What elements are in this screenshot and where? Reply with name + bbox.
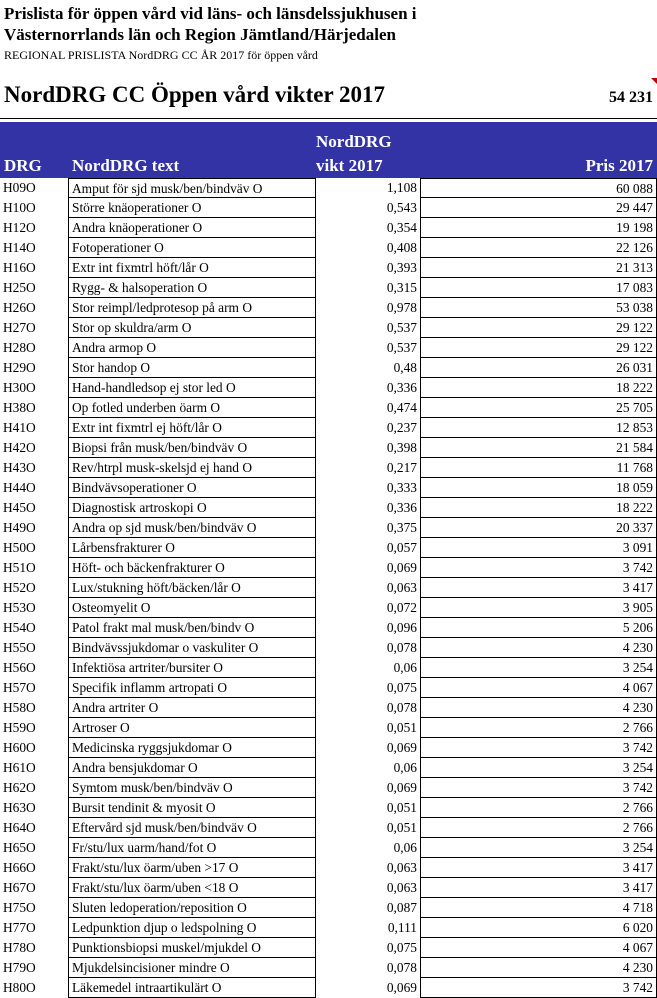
cell-drg[interactable]: H43O (3, 460, 36, 475)
table-row (0, 818, 657, 838)
cell-pris[interactable]: 29 447 (420, 198, 657, 218)
cell-vikt[interactable]: 0,315 (386, 280, 417, 295)
table-row (0, 318, 657, 338)
table-row (0, 458, 657, 478)
cell-drg[interactable]: H56O (3, 660, 36, 675)
cell-vikt[interactable]: 0,06 (393, 660, 417, 675)
cell-pris[interactable]: 12 853 (420, 418, 657, 438)
cell-pris[interactable]: 22 126 (420, 238, 657, 258)
cell-pris[interactable]: 17 083 (420, 278, 657, 298)
table-row (0, 538, 657, 558)
cell-text[interactable]: Biopsi från musk/ben/bindväv O (68, 438, 316, 458)
cell-pris[interactable]: 6 020 (420, 918, 657, 938)
table-row (0, 258, 657, 278)
table-row (0, 778, 657, 798)
cell-drg[interactable]: H50O (3, 540, 36, 555)
table-row (0, 498, 657, 518)
cell-vikt[interactable]: 0,408 (386, 240, 417, 255)
cell-drg[interactable]: H45O (3, 500, 36, 515)
cell-vikt[interactable]: 0,111 (387, 920, 417, 935)
table-row (0, 798, 657, 818)
cell-text[interactable]: Rev/htrpl musk-skelsjd ej hand O (68, 458, 316, 478)
header-subtitle: REGIONAL PRISLISTA NordDRG CC ÅR 2017 för öppen vård (4, 48, 318, 62)
cell-vikt[interactable]: 0,051 (386, 820, 417, 835)
table-row (0, 678, 657, 698)
cell-pris[interactable]: 2 766 (420, 798, 657, 818)
cell-drg[interactable]: H55O (3, 640, 36, 655)
cell-pris[interactable]: 11 768 (420, 458, 657, 478)
cell-drg[interactable]: H67O (3, 880, 36, 895)
cell-text[interactable]: Bursit tendinit & myosit O (68, 798, 316, 818)
cell-drg[interactable]: H09O (3, 180, 36, 195)
cell-drg[interactable]: H28O (3, 340, 36, 355)
cell-text[interactable]: Lårbensfrakturer O (68, 538, 316, 558)
cell-drg[interactable]: H16O (3, 260, 36, 275)
table-row (0, 218, 657, 238)
cell-pris[interactable]: 4 718 (420, 898, 657, 918)
header-divider (0, 118, 657, 119)
table-row (0, 358, 657, 378)
cell-drg[interactable]: H57O (3, 680, 36, 695)
cell-pris[interactable]: 3 742 (420, 978, 657, 998)
cell-drg[interactable]: H80O (3, 980, 36, 995)
table-row (0, 878, 657, 898)
cell-drg[interactable]: H14O (3, 240, 36, 255)
cell-text[interactable]: Stor op skuldra/arm O (68, 318, 316, 338)
table-row (0, 558, 657, 578)
cell-vikt[interactable]: 0,543 (386, 200, 417, 215)
table-row (0, 238, 657, 258)
cell-vikt[interactable]: 0,051 (386, 800, 417, 815)
cell-vikt[interactable]: 0,06 (393, 840, 417, 855)
table-row (0, 178, 657, 198)
cell-drg[interactable]: H52O (3, 580, 36, 595)
table-row (0, 858, 657, 878)
cell-text[interactable]: Diagnostisk artroskopi O (68, 498, 316, 518)
cell-vikt[interactable]: 1,108 (386, 180, 417, 195)
cell-drg[interactable]: H77O (3, 920, 36, 935)
cell-vikt[interactable]: 0,354 (386, 220, 417, 235)
cell-pris[interactable]: 21 313 (420, 258, 657, 278)
column-header-vikt-line-1: NordDRG (316, 132, 392, 151)
table-row (0, 478, 657, 498)
cell-vikt[interactable]: 0,537 (386, 340, 417, 355)
table-row (0, 738, 657, 758)
cell-pris[interactable]: 4 230 (420, 638, 657, 658)
cell-vikt[interactable]: 0,057 (386, 540, 417, 555)
cell-drg[interactable]: H25O (3, 280, 36, 295)
cell-pris[interactable]: 3 417 (420, 878, 657, 898)
column-header-drg: DRG (4, 156, 42, 175)
cell-vikt[interactable]: 0,333 (386, 480, 417, 495)
table-row (0, 298, 657, 318)
table-row (0, 618, 657, 638)
cell-text[interactable]: Eftervård sjd musk/ben/bindväv O (68, 818, 316, 838)
cell-vikt[interactable]: 0,978 (386, 300, 417, 315)
cell-pris[interactable]: 3 254 (420, 758, 657, 778)
cell-drg[interactable]: H51O (3, 560, 36, 575)
cell-drg[interactable]: H54O (3, 620, 36, 635)
table-row (0, 898, 657, 918)
table-row (0, 918, 657, 938)
cell-drg[interactable]: H30O (3, 380, 36, 395)
cell-pris[interactable]: 3 742 (420, 558, 657, 578)
header-title-line-1: Prislista för öppen vård vid läns- och länsdelssjukhusen i (4, 4, 417, 23)
table-row (0, 278, 657, 298)
table-row (0, 578, 657, 598)
cell-text[interactable]: Osteomyelit O (68, 598, 316, 618)
table-row (0, 978, 657, 998)
table-row (0, 438, 657, 458)
cell-text[interactable]: Höft- och bäckenfrakturer O (68, 558, 316, 578)
cell-pris[interactable]: 53 038 (420, 298, 657, 318)
table-header (0, 122, 657, 178)
cell-text[interactable]: Andra artriter O (68, 698, 316, 718)
cell-vikt[interactable]: 0,075 (386, 940, 417, 955)
cell-text[interactable]: Andra armop O (68, 338, 316, 358)
cell-pris[interactable]: 3 091 (420, 538, 657, 558)
document-header (0, 0, 657, 122)
cell-text[interactable]: Frakt/stu/lux öarm/uben <18 O (68, 878, 316, 898)
cell-drg[interactable]: H41O (3, 420, 36, 435)
page-title: NordDRG CC Öppen vård vikter 2017 (4, 82, 386, 107)
cell-pris[interactable]: 3 417 (420, 858, 657, 878)
table-row (0, 698, 657, 718)
cell-vikt[interactable]: 0,474 (386, 400, 417, 415)
cell-vikt[interactable]: 0,072 (386, 600, 417, 615)
cell-vikt[interactable]: 0,078 (386, 960, 417, 975)
cell-text[interactable]: Hand-handledsop ej stor led O (68, 378, 316, 398)
cell-pris[interactable]: 3 254 (420, 838, 657, 858)
cell-text[interactable]: Andra knäoperationer O (68, 218, 316, 238)
cell-pris[interactable]: 21 584 (420, 438, 657, 458)
cell-text[interactable]: Specifik inflamm artropati O (68, 678, 316, 698)
table-row (0, 418, 657, 438)
cell-drg[interactable]: H10O (3, 200, 36, 215)
cell-text[interactable]: Lux/stukning höft/bäcken/lår O (68, 578, 316, 598)
cell-vikt[interactable]: 0,393 (386, 260, 417, 275)
cell-drg[interactable]: H63O (3, 800, 36, 815)
cell-vikt[interactable]: 0,237 (386, 420, 417, 435)
table-row (0, 378, 657, 398)
cell-text[interactable]: Extr int fixmtrl höft/lår O (68, 258, 316, 278)
cell-vikt[interactable]: 0,051 (386, 720, 417, 735)
table-body (0, 178, 657, 998)
cell-text[interactable]: Andra op sjd musk/ben/bindväv O (68, 518, 316, 538)
cell-pris[interactable]: 18 222 (420, 378, 657, 398)
cell-text[interactable]: Op fotled underben öarm O (68, 398, 316, 418)
cell-drg[interactable]: H61O (3, 760, 36, 775)
table-row (0, 958, 657, 978)
cell-text[interactable]: Frakt/stu/lux öarm/uben >17 O (68, 858, 316, 878)
cell-text[interactable]: Extr int fixmtrl ej höft/lår O (68, 418, 316, 438)
cell-vikt[interactable]: 0,078 (386, 700, 417, 715)
cell-pris[interactable]: 5 206 (420, 618, 657, 638)
cell-pris[interactable]: 4 067 (420, 678, 657, 698)
table-row (0, 338, 657, 358)
cell-text[interactable]: Bindvävsoperationer O (68, 478, 316, 498)
cell-drg[interactable]: H38O (3, 400, 36, 415)
cell-vikt[interactable]: 0,063 (386, 580, 417, 595)
cell-text[interactable]: Sluten ledoperation/reposition O (68, 898, 316, 918)
table-row (0, 598, 657, 618)
comment-indicator-icon[interactable] (651, 78, 657, 84)
cell-vikt[interactable]: 0,078 (386, 640, 417, 655)
cell-drg[interactable]: H75O (3, 900, 36, 915)
cell-pris[interactable]: 3 254 (420, 658, 657, 678)
table-row (0, 638, 657, 658)
cell-vikt[interactable]: 0,48 (393, 360, 417, 375)
cell-drg[interactable]: H53O (3, 600, 36, 615)
cell-text[interactable]: Andra bensjukdomar O (68, 758, 316, 778)
cell-pris[interactable]: 19 198 (420, 218, 657, 238)
cell-vikt[interactable]: 0,336 (386, 500, 417, 515)
cell-pris[interactable]: 4 230 (420, 698, 657, 718)
cell-pris[interactable]: 4 067 (420, 938, 657, 958)
cell-drg[interactable]: H27O (3, 320, 36, 335)
cell-drg[interactable]: H59O (3, 720, 36, 735)
cell-drg[interactable]: H42O (3, 440, 36, 455)
cell-drg[interactable]: H62O (3, 780, 36, 795)
cell-vikt[interactable]: 0,375 (386, 520, 417, 535)
cell-vikt[interactable]: 0,069 (386, 780, 417, 795)
column-header-text: NordDRG text (72, 156, 180, 175)
cell-text[interactable]: Mjukdelsincisioner mindre O (68, 958, 316, 978)
cell-drg[interactable]: H26O (3, 300, 36, 315)
cell-drg[interactable]: H79O (3, 960, 36, 975)
cell-drg[interactable]: H29O (3, 360, 36, 375)
total-value: 54 231 (609, 89, 653, 106)
cell-text[interactable]: Stor reimpl/ledprotesop på arm O (68, 298, 316, 318)
cell-drg[interactable]: H12O (3, 220, 36, 235)
column-header-pris: Pris 2017 (585, 156, 653, 175)
table-row (0, 718, 657, 738)
cell-text[interactable]: Amput för sjd musk/ben/bindväv O (68, 178, 316, 198)
cell-text[interactable]: Symtom musk/ben/bindväv O (68, 778, 316, 798)
cell-pris[interactable]: 18 059 (420, 478, 657, 498)
cell-pris[interactable]: 29 122 (420, 318, 657, 338)
cell-drg[interactable]: H66O (3, 860, 36, 875)
cell-drg[interactable]: H78O (3, 940, 36, 955)
cell-text[interactable]: Läkemedel intraartikulärt O (68, 978, 316, 998)
cell-text[interactable]: Bindvävssjukdomar o vaskuliter O (68, 638, 316, 658)
cell-pris[interactable]: 25 705 (420, 398, 657, 418)
cell-pris[interactable]: 2 766 (420, 818, 657, 838)
cell-text[interactable]: Patol frakt mal musk/ben/bindv O (68, 618, 316, 638)
cell-vikt[interactable]: 0,537 (386, 320, 417, 335)
table-row (0, 838, 657, 858)
cell-vikt[interactable]: 0,398 (386, 440, 417, 455)
cell-vikt[interactable]: 0,063 (386, 860, 417, 875)
cell-pris[interactable]: 2 766 (420, 718, 657, 738)
cell-text[interactable]: Artroser O (68, 718, 316, 738)
cell-vikt[interactable]: 0,075 (386, 680, 417, 695)
cell-text[interactable]: Ledpunktion djup o ledspolning O (68, 918, 316, 938)
cell-drg[interactable]: H60O (3, 740, 36, 755)
cell-text[interactable]: Rygg- & halsoperation O (68, 278, 316, 298)
cell-vikt[interactable]: 0,069 (386, 560, 417, 575)
cell-drg[interactable]: H44O (3, 480, 36, 495)
cell-drg[interactable]: H58O (3, 700, 36, 715)
cell-drg[interactable]: H65O (3, 840, 36, 855)
cell-pris[interactable]: 60 088 (420, 178, 657, 198)
cell-pris[interactable]: 29 122 (420, 338, 657, 358)
cell-text[interactable]: Fotoperationer O (68, 238, 316, 258)
column-header-vikt-line-2: vikt 2017 (316, 156, 383, 175)
cell-text[interactable]: Större knäoperationer O (68, 198, 316, 218)
cell-text[interactable]: Infektiösa artriter/bursiter O (68, 658, 316, 678)
cell-text[interactable]: Stor handop O (68, 358, 316, 378)
cell-text[interactable]: Punktionsbiopsi muskel/mjukdel O (68, 938, 316, 958)
cell-vikt[interactable]: 0,063 (386, 880, 417, 895)
cell-vikt[interactable]: 0,069 (386, 980, 417, 995)
cell-pris[interactable]: 26 031 (420, 358, 657, 378)
cell-vikt[interactable]: 0,336 (386, 380, 417, 395)
table-row (0, 518, 657, 538)
cell-pris[interactable]: 20 337 (420, 518, 657, 538)
cell-pris[interactable]: 3 417 (420, 578, 657, 598)
cell-vikt[interactable]: 0,087 (386, 900, 417, 915)
cell-text[interactable]: Fr/stu/lux uarm/hand/fot O (68, 838, 316, 858)
table-row (0, 658, 657, 678)
header-title-line-2: Västernorrlands län och Region Jämtland/Härjedalen (4, 25, 396, 44)
table-row (0, 758, 657, 778)
cell-drg[interactable]: H49O (3, 520, 36, 535)
column-header-vikt (316, 130, 392, 178)
cell-pris[interactable]: 18 222 (420, 498, 657, 518)
cell-pris[interactable]: 3 742 (420, 778, 657, 798)
cell-vikt[interactable]: 0,06 (393, 760, 417, 775)
table-row (0, 398, 657, 418)
cell-pris[interactable]: 3 742 (420, 738, 657, 758)
cell-pris[interactable]: 4 230 (420, 958, 657, 978)
cell-vikt[interactable]: 0,069 (386, 740, 417, 755)
table-row (0, 198, 657, 218)
cell-vikt[interactable]: 0,096 (386, 620, 417, 635)
cell-drg[interactable]: H64O (3, 820, 36, 835)
cell-pris[interactable]: 3 905 (420, 598, 657, 618)
table-row (0, 938, 657, 958)
cell-vikt[interactable]: 0,217 (386, 460, 417, 475)
cell-text[interactable]: Medicinska ryggsjukdomar O (68, 738, 316, 758)
